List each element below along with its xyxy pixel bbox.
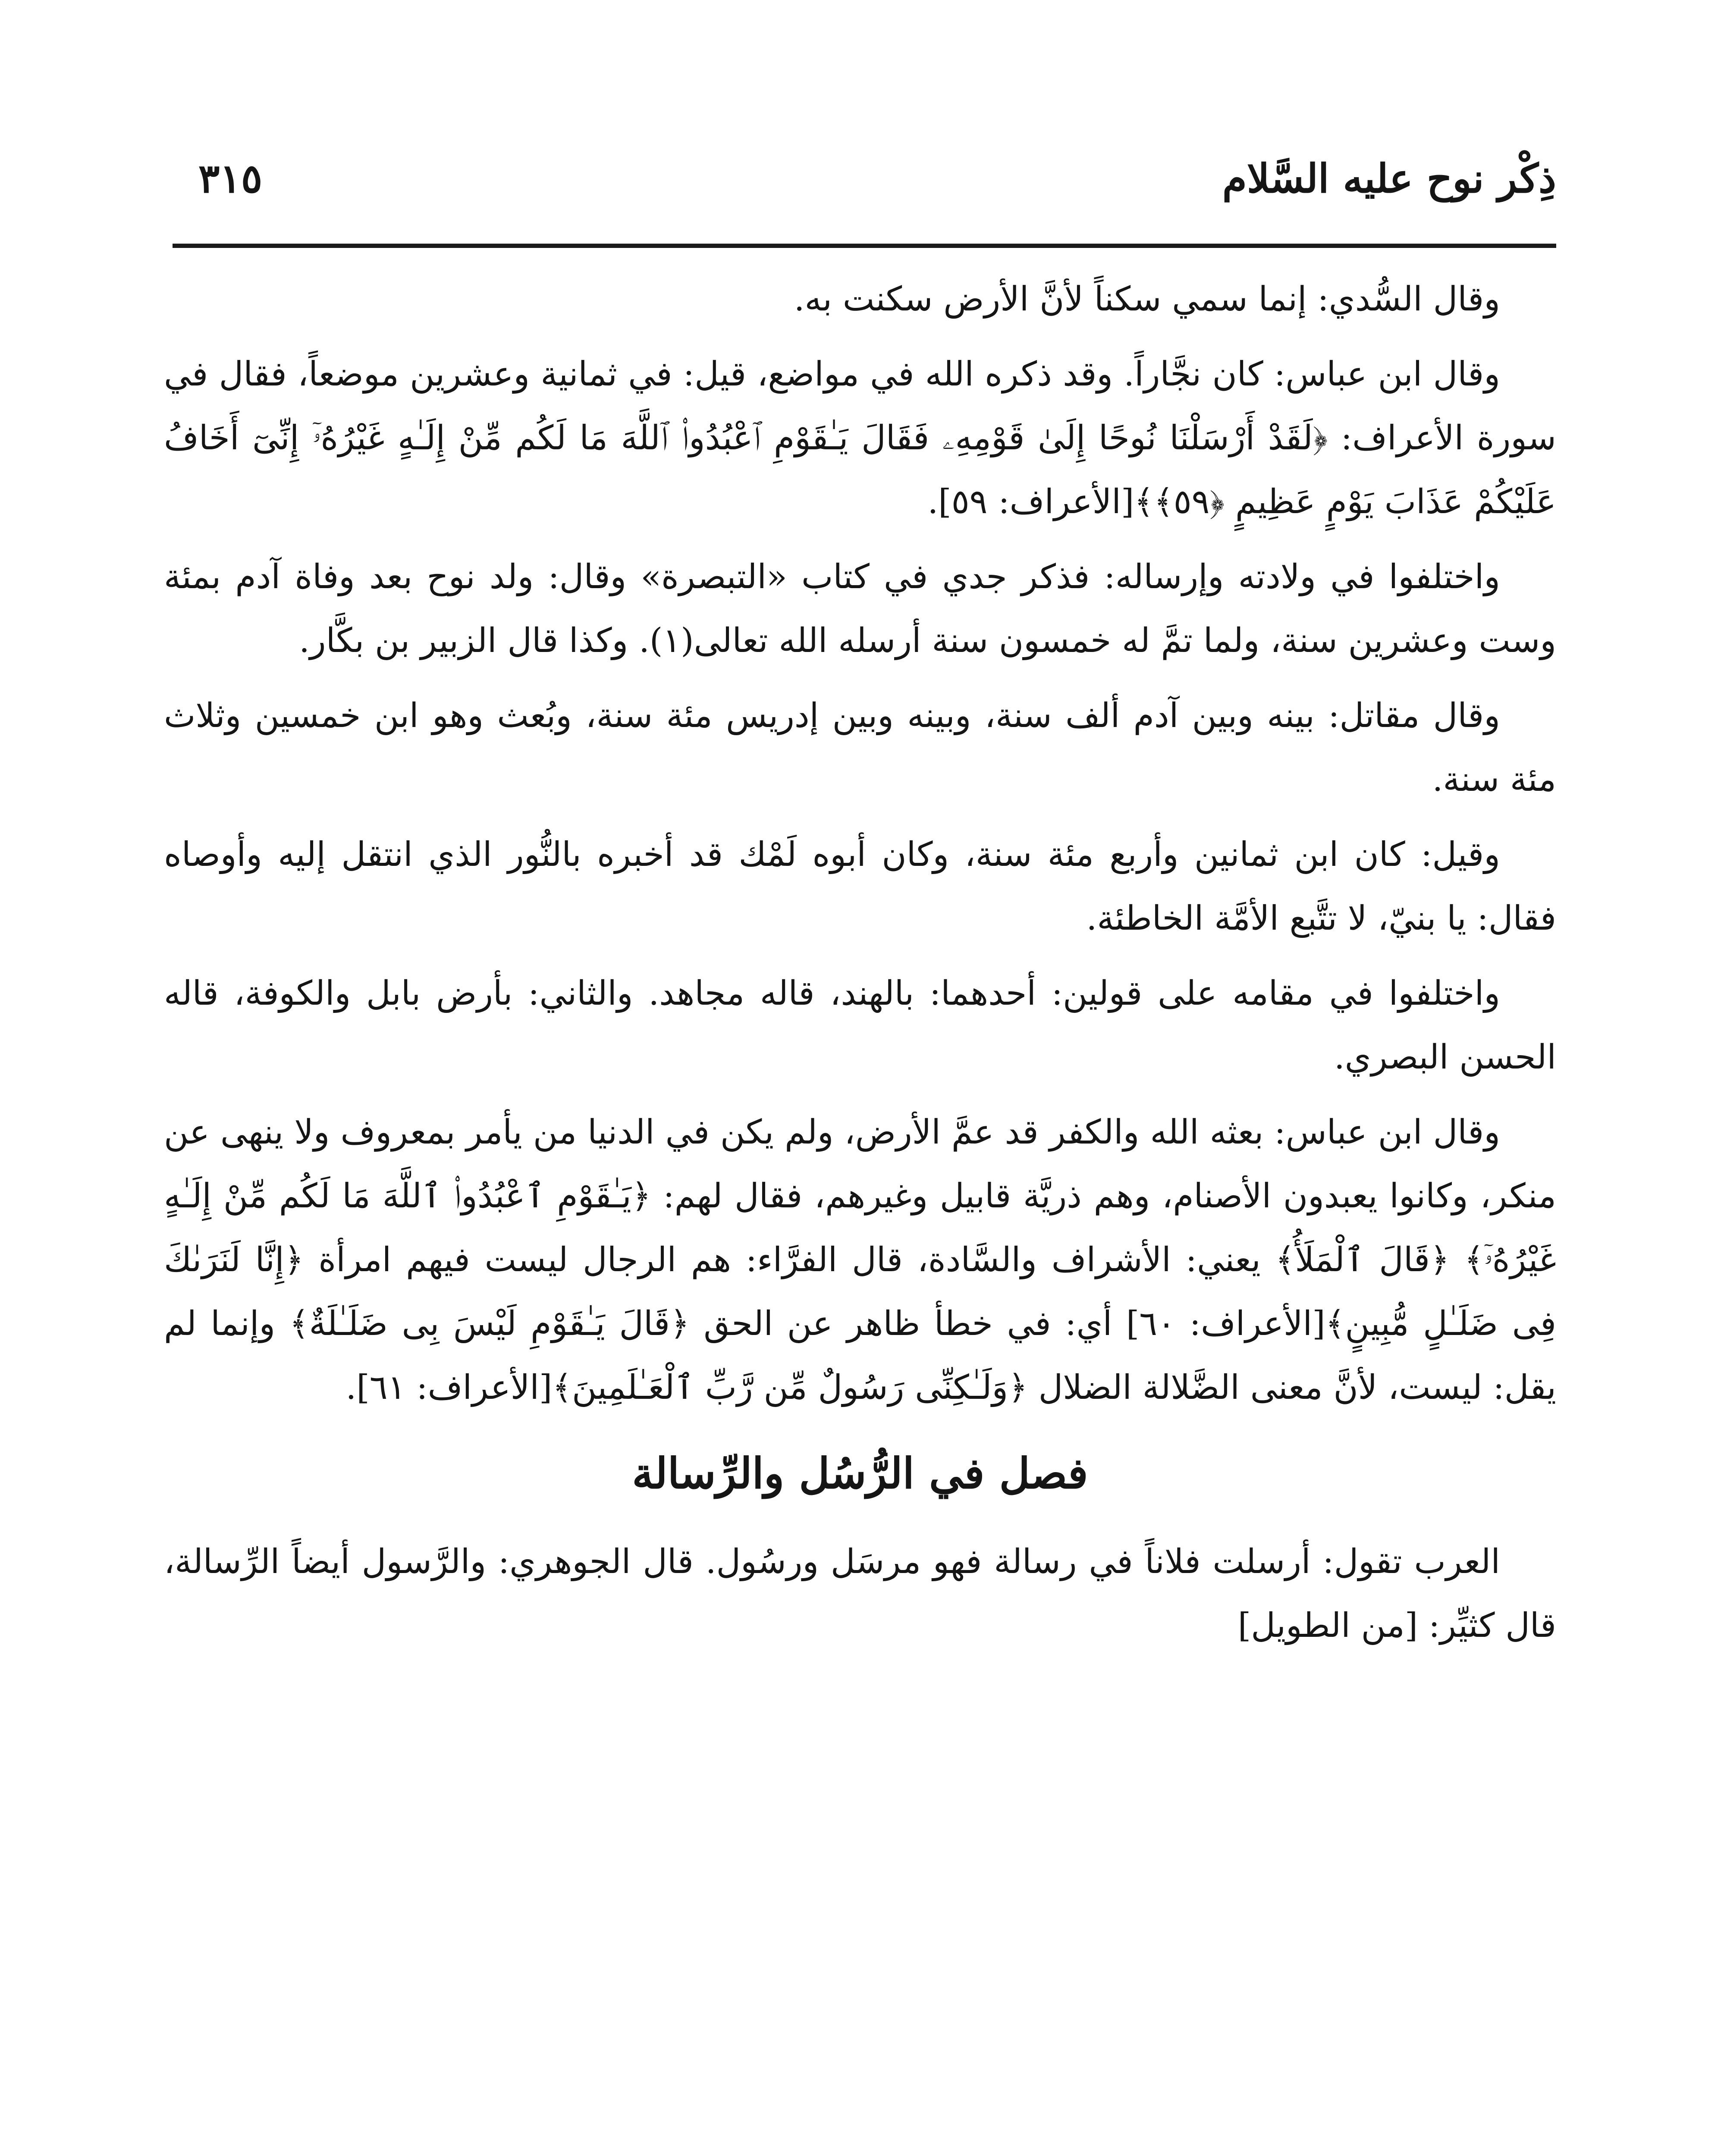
paragraph-muqatil: وقال مقاتل: بينه وبين آدم ألف سنة، وبينه وبين إدريس مئة سنة، وبُعث وهو ابن خمسين وثلاث مئة سنة. (164, 696, 1556, 799)
paragraph-residence: واختلفوا في مقامه على قولين: أحدهما: بالهند، قاله مجاهد. والثاني: بأرض بابل والكوفة، قاله الحسن البصري. (164, 974, 1556, 1077)
body-text (164, 267, 1556, 2156)
paragraph-lamak: وقيل: كان ابن ثمانين وأربع مئة سنة، وكان أبوه لَمْك قد أخبره بالنُّور الذي انتقل إليه وأوصاه فقال: يا بنيّ، لا تتَّبع الأمَّة الخاطئة. (164, 835, 1556, 938)
page-number: ٣١٥ (198, 155, 263, 202)
paragraph-messengers: العرب تقول: أرسلت فلاناً في رسالة فهو مرسَل ورسُول. قال الجوهري: والرَّسول أيضاً الرِّسالة، قال كثيِّر: [من الطويل] (164, 1542, 1556, 1645)
chapter-title: ذِكْر نوح عليه السَّلام (1222, 155, 1556, 202)
header-rule (173, 244, 1556, 248)
paragraph-birth-and-mission: واختلفوا في ولادته وإرساله: فذكر جدي في كتاب «التبصرة» وقال: ولد نوح بعد وفاة آدم بمئة وست وعشرين سنة، ولما تمَّ له خمسون سنة أرسله الله تعالى(١). وكذا قال الزبير بن بكَّار. (164, 558, 1556, 660)
paragraph-suddi: وقال السُّدي: إنما سمي سكناً لأنَّ الأرض سكنت به. (794, 280, 1500, 319)
paragraph-ibn-abbas-disbelief: وقال ابن عباس: بعثه الله والكفر قد عمَّ الأرض، ولم يكن في الدنيا من يأمر بمعروف ولا ينهى عن منكر، وكانوا يعبدون الأصنام، وهم ذريَّة قابيل وغيرهم، فقال لهم: ﴿يَـٰقَوْمِ ٱعْبُدُوا۟ ٱللَّهَ مَا لَكُم مِّنْ إِلَـٰهٍ غَيْرُهُۥٓ﴾ ﴿قَالَ ٱلْمَلَأُ﴾ يعني: الأشراف والسَّادة، قال الفرَّاء: هم الرجال ليست فيهم امرأة ﴿إِنَّا لَنَرَىٰكَ فِى ضَلَـٰلٍ مُّبِينٍ﴾[الأعراف: ٦٠] أي: في خطأ ظاهر عن الحق ﴿قَالَ يَـٰقَوْمِ لَيْسَ بِى ضَلَـٰلَةٌ﴾ وإنما لم يقل: ليست، لأنَّ معنى الضَّلالة الضلال ﴿وَلَـٰكِنِّى رَسُولٌ مِّن رَّبِّ ٱلْعَـٰلَمِينَ﴾[الأعراف: ٦١]. (164, 1113, 1557, 1407)
page-header (173, 142, 1556, 224)
section-heading: فصل في الرُّسُل والرِّسالة (632, 1449, 1088, 1498)
paragraph-ibn-abbas-carpenter: وقال ابن عباس: كان نجَّاراً. وقد ذكره الله في مواضع، قيل: في ثمانية وعشرين موضعاً، فقال في سورة الأعراف: ﴿لَقَدْ أَرْسَلْنَا نُوحًا إِلَىٰ قَوْمِهِۦ فَقَالَ يَـٰقَوْمِ ٱعْبُدُوا۟ ٱللَّهَ مَا لَكُم مِّنْ إِلَـٰهٍ غَيْرُهُۥٓ إِنِّىٓ أَخَافُ عَلَيْكُمْ عَذَابَ يَوْمٍ عَظِيمٍ ﴿٥٩﴾﴾[الأعراف: ٥٩]. (164, 355, 1556, 521)
